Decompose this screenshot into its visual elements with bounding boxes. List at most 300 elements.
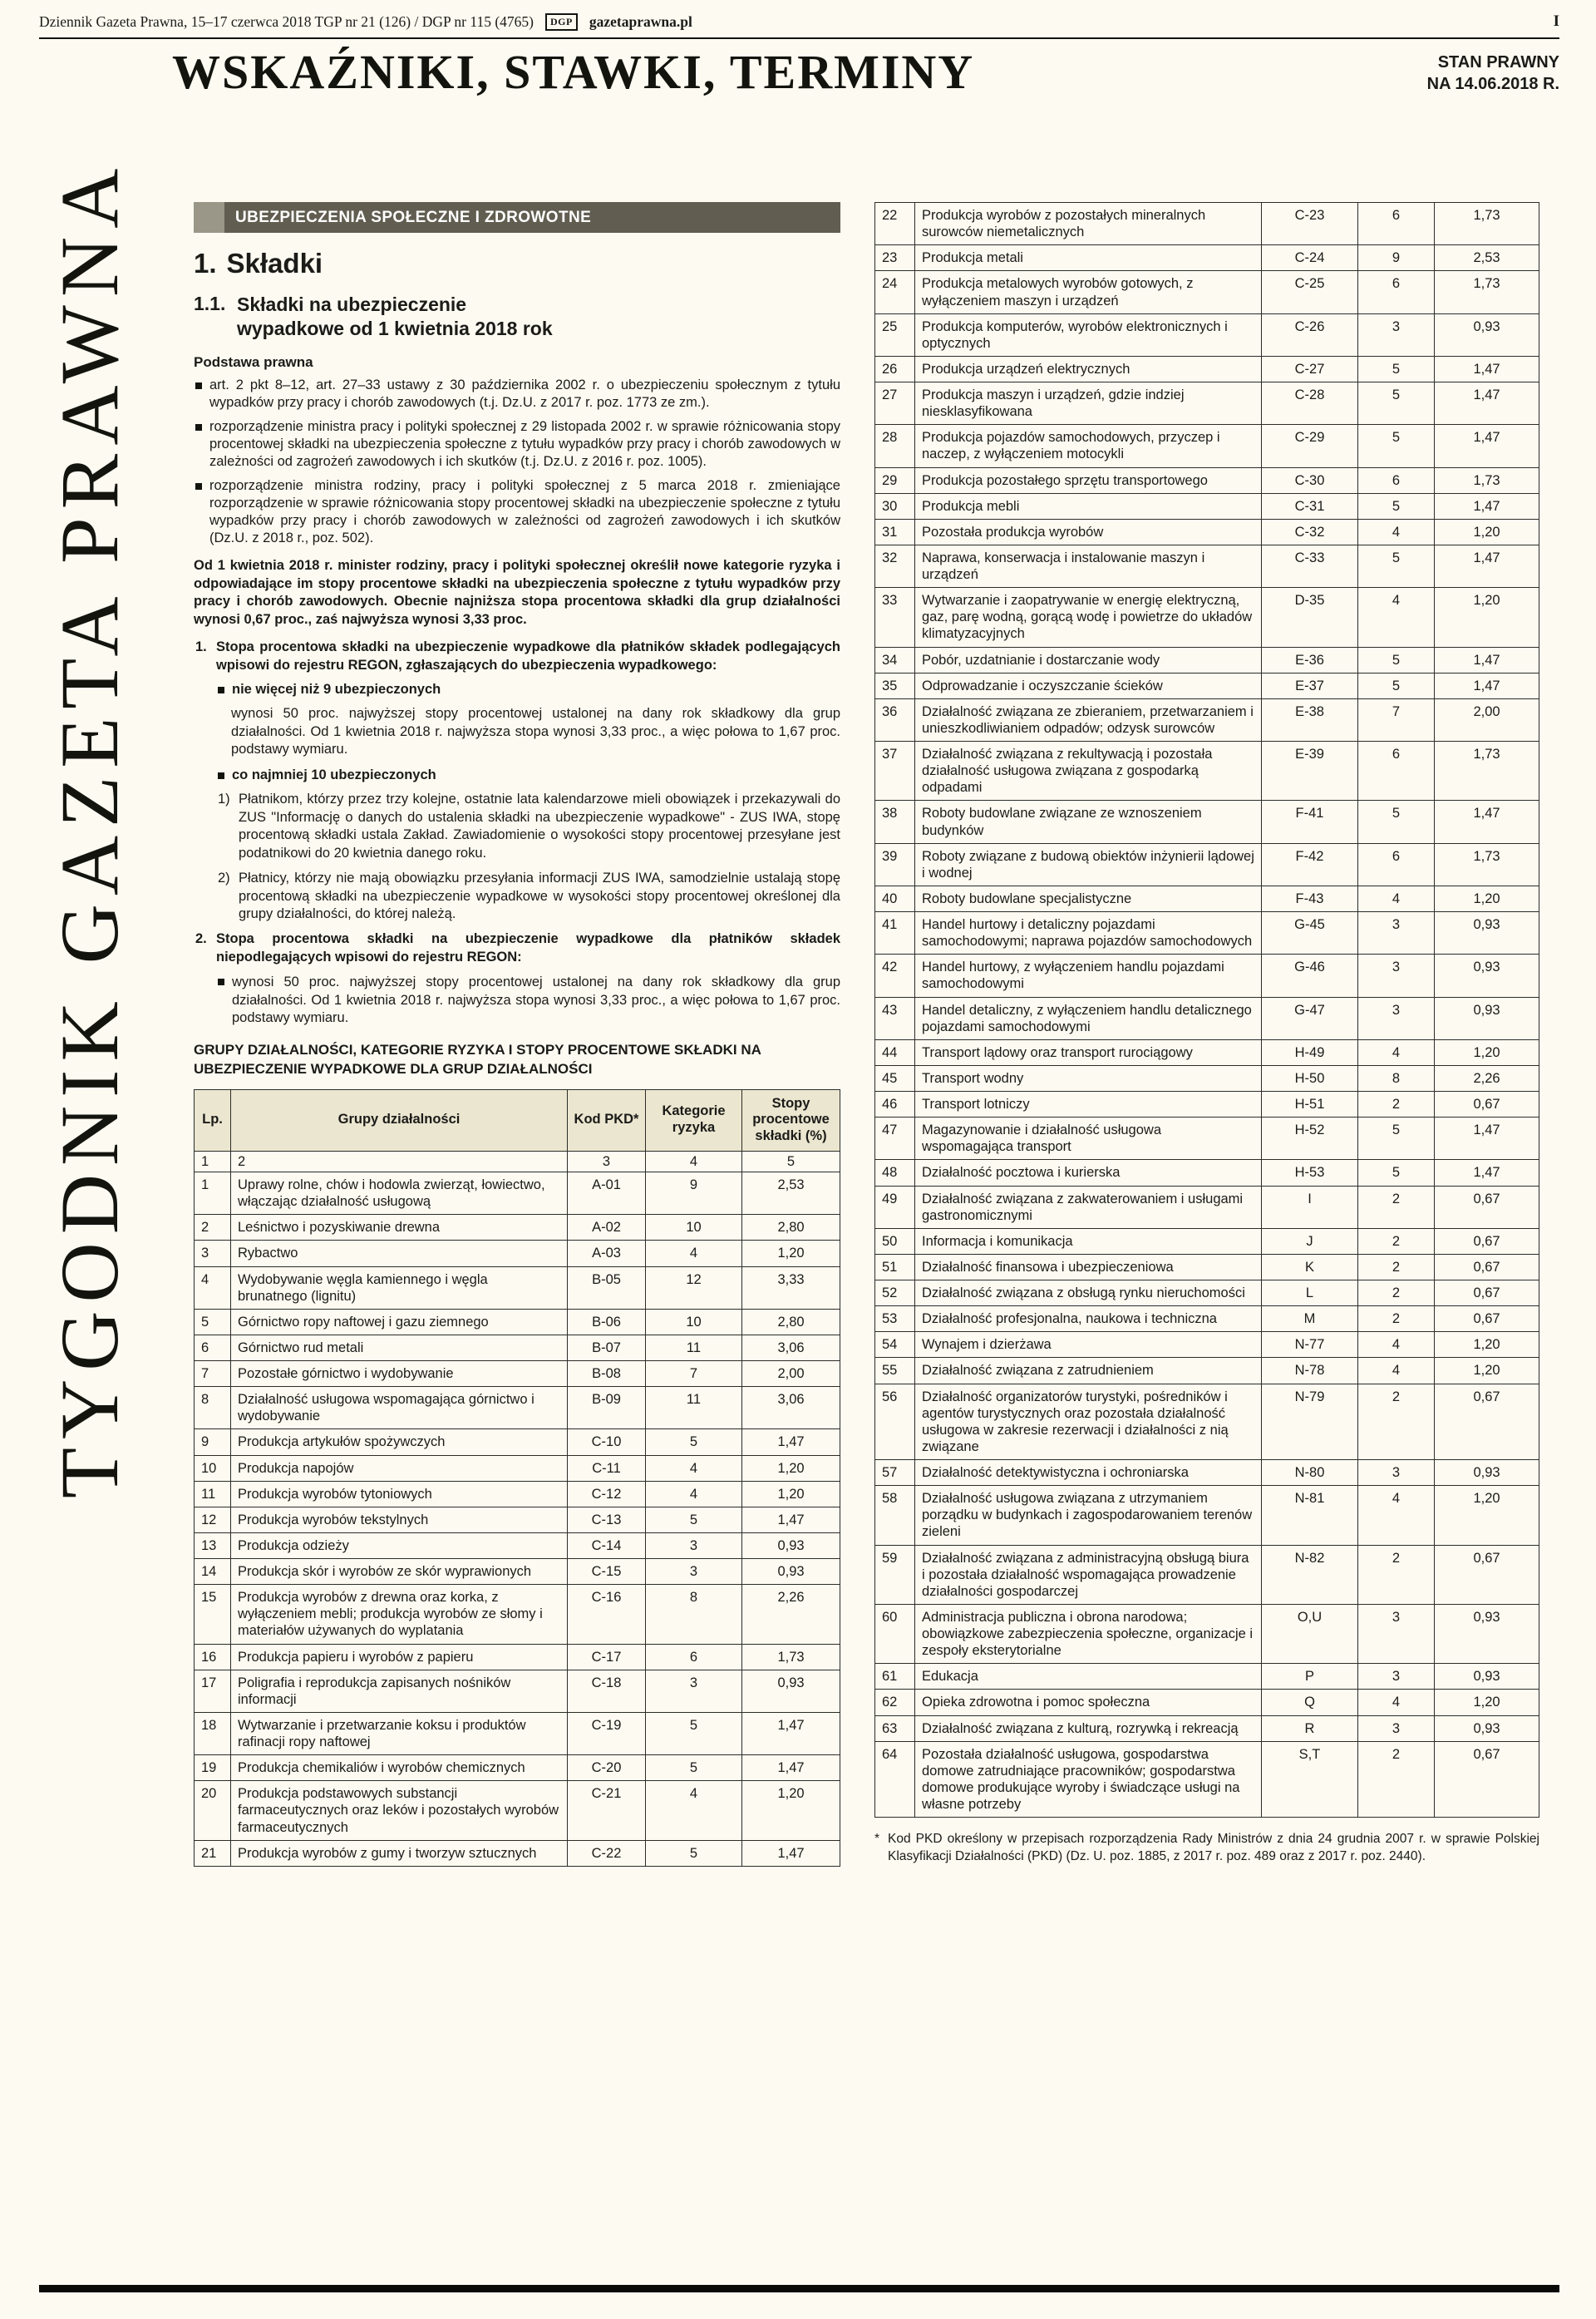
cell-code: C-22 bbox=[568, 1840, 646, 1866]
cell-risk: 4 bbox=[1358, 886, 1435, 911]
cell-group: Informacja i komunikacja bbox=[915, 1228, 1262, 1254]
cell-rate: 0,67 bbox=[1435, 1384, 1539, 1460]
point-2 bbox=[194, 930, 840, 966]
table-row bbox=[875, 698, 1539, 741]
cell-group: Produkcja metalowych wyrobów gotowych, z wyłączeniem maszyn i urządzeń bbox=[915, 271, 1262, 313]
cell-code: A-02 bbox=[568, 1215, 646, 1241]
column-number: 4 bbox=[646, 1151, 742, 1172]
cell-code: G-45 bbox=[1262, 912, 1358, 955]
page-number: I bbox=[1553, 12, 1559, 30]
cell-rate: 0,93 bbox=[1435, 912, 1539, 955]
cell-group: Rybactwo bbox=[231, 1241, 568, 1266]
cell-lp: 24 bbox=[875, 271, 915, 313]
cell-lp: 45 bbox=[875, 1065, 915, 1091]
cell-rate: 0,67 bbox=[1435, 1092, 1539, 1118]
cell-group: Pozostała działalność usługowa, gospodarstwa domowe zatrudniające pracowników; gospodarstwa domowe produkujące wyroby i świadczące usługi na własne potrzeby bbox=[915, 1741, 1262, 1818]
cell-group: Roboty budowlane specjalistyczne bbox=[915, 886, 1262, 911]
cell-lp: 49 bbox=[875, 1186, 915, 1228]
cell-risk: 4 bbox=[646, 1481, 742, 1507]
cell-lp: 46 bbox=[875, 1092, 915, 1118]
cell-rate: 1,20 bbox=[1435, 588, 1539, 647]
cell-lp: 51 bbox=[875, 1254, 915, 1280]
para-zus-iwa-2-number: 2) bbox=[218, 871, 230, 886]
cell-risk: 4 bbox=[1358, 1358, 1435, 1384]
cell-lp: 40 bbox=[875, 886, 915, 911]
cell-group: Działalność związana z obsługą rynku nieruchomości bbox=[915, 1280, 1262, 1306]
header-group: Grupy działalności bbox=[231, 1089, 568, 1151]
cell-rate: 0,93 bbox=[742, 1532, 840, 1558]
cell-risk: 5 bbox=[1358, 647, 1435, 673]
cell-code: C-25 bbox=[1262, 271, 1358, 313]
cell-rate: 0,93 bbox=[1435, 313, 1539, 356]
table-footnote bbox=[874, 1831, 1539, 1866]
table-row bbox=[875, 1358, 1539, 1384]
table-row bbox=[195, 1335, 840, 1360]
cell-group: Produkcja pojazdów samochodowych, przyczep i naczep, z wyłączeniem motocykli bbox=[915, 425, 1262, 467]
cell-group: Produkcja wyrobów z pozostałych mineralnych surowców niemetalicznych bbox=[915, 203, 1262, 245]
cell-lp: 11 bbox=[195, 1481, 231, 1507]
cell-code: E-39 bbox=[1262, 742, 1358, 801]
cell-rate: 1,47 bbox=[742, 1840, 840, 1866]
cell-risk: 4 bbox=[646, 1781, 742, 1840]
legal-basis-item bbox=[194, 477, 840, 547]
table-row bbox=[195, 1507, 840, 1532]
table-row bbox=[875, 245, 1539, 271]
cell-lp: 29 bbox=[875, 467, 915, 493]
cell-group: Transport wodny bbox=[915, 1065, 1262, 1091]
cell-group: Produkcja podstawowych substancji farmaceutycznych oraz leków i pozostałych wyrobów farmaceutycznych bbox=[231, 1781, 568, 1840]
table-row bbox=[875, 356, 1539, 382]
cell-group: Produkcja wyrobów z gumy i tworzyw sztucznych bbox=[231, 1840, 568, 1866]
cell-lp: 44 bbox=[875, 1039, 915, 1065]
cell-lp: 4 bbox=[195, 1266, 231, 1309]
bullet-many-insured bbox=[216, 767, 840, 783]
cell-code: O,U bbox=[1262, 1604, 1358, 1663]
cell-rate: 0,93 bbox=[1435, 1460, 1539, 1486]
column-number: 5 bbox=[742, 1151, 840, 1172]
cell-lp: 21 bbox=[195, 1840, 231, 1866]
table-row bbox=[875, 203, 1539, 245]
cell-code: A-03 bbox=[568, 1241, 646, 1266]
table-row bbox=[875, 1715, 1539, 1741]
cell-group: Działalność usługowa wspomagająca górnictwo i wydobywanie bbox=[231, 1387, 568, 1429]
square-bullet-icon bbox=[195, 382, 202, 389]
table-row bbox=[875, 1186, 1539, 1228]
cell-risk: 6 bbox=[1358, 843, 1435, 886]
cell-lp: 54 bbox=[875, 1332, 915, 1358]
heading-skladki-text: Składki bbox=[226, 248, 323, 279]
cell-group: Roboty związane z budową obiektów inżynierii lądowej i wodnej bbox=[915, 843, 1262, 886]
cell-risk: 6 bbox=[1358, 742, 1435, 801]
cell-code: C-12 bbox=[568, 1481, 646, 1507]
square-bullet-icon bbox=[218, 687, 224, 693]
cell-risk: 5 bbox=[1358, 1118, 1435, 1160]
cell-group: Magazynowanie i działalność usługowa wspomagająca transport bbox=[915, 1118, 1262, 1160]
cell-lp: 23 bbox=[875, 245, 915, 271]
table-row bbox=[875, 425, 1539, 467]
cell-code: Q bbox=[1262, 1690, 1358, 1715]
cell-rate: 0,67 bbox=[1435, 1254, 1539, 1280]
cell-risk: 2 bbox=[1358, 1254, 1435, 1280]
cell-risk: 3 bbox=[1358, 997, 1435, 1039]
cell-code: C-31 bbox=[1262, 493, 1358, 519]
cell-code: N-82 bbox=[1262, 1545, 1358, 1604]
cell-group: Produkcja wyrobów z drewna oraz korka, z wyłączeniem mebli; produkcja wyrobów ze słomy i materiałów używanych do wyplatania bbox=[231, 1585, 568, 1644]
cell-lp: 26 bbox=[875, 356, 915, 382]
cell-lp: 34 bbox=[875, 647, 915, 673]
cell-lp: 63 bbox=[875, 1715, 915, 1741]
table-row bbox=[195, 1840, 840, 1866]
cell-risk: 3 bbox=[646, 1532, 742, 1558]
cell-group: Działalność związana z zatrudnieniem bbox=[915, 1358, 1262, 1384]
cell-code: S,T bbox=[1262, 1741, 1358, 1818]
cell-risk: 3 bbox=[646, 1670, 742, 1712]
cell-rate: 2,53 bbox=[742, 1172, 840, 1215]
cell-lp: 58 bbox=[875, 1486, 915, 1545]
cell-rate: 2,26 bbox=[1435, 1065, 1539, 1091]
cell-code: N-79 bbox=[1262, 1384, 1358, 1460]
cell-risk: 4 bbox=[646, 1241, 742, 1266]
cell-rate: 1,73 bbox=[1435, 271, 1539, 313]
cell-lp: 55 bbox=[875, 1358, 915, 1384]
table-row bbox=[195, 1266, 840, 1309]
cell-code: N-78 bbox=[1262, 1358, 1358, 1384]
cell-group: Produkcja chemikaliów i wyrobów chemicznych bbox=[231, 1755, 568, 1781]
cell-code: C-20 bbox=[568, 1755, 646, 1781]
cell-risk: 5 bbox=[1358, 545, 1435, 587]
cell-rate: 1,47 bbox=[742, 1755, 840, 1781]
bullet-few-insured-text: nie więcej niż 9 ubezpieczonych bbox=[232, 682, 441, 698]
cell-group: Produkcja maszyn i urządzeń, gdzie indziej niesklasyfikowana bbox=[915, 382, 1262, 425]
cell-code: C-19 bbox=[568, 1712, 646, 1754]
cell-lp: 3 bbox=[195, 1241, 231, 1266]
square-bullet-icon bbox=[218, 979, 224, 985]
table-row bbox=[875, 843, 1539, 886]
cell-risk: 2 bbox=[1358, 1306, 1435, 1332]
cell-rate: 0,93 bbox=[742, 1670, 840, 1712]
table-row bbox=[875, 493, 1539, 519]
cell-risk: 5 bbox=[1358, 1160, 1435, 1186]
cell-lp: 20 bbox=[195, 1781, 231, 1840]
cell-code: D-35 bbox=[1262, 588, 1358, 647]
cell-rate: 0,93 bbox=[1435, 997, 1539, 1039]
cell-risk: 4 bbox=[1358, 1039, 1435, 1065]
cell-risk: 10 bbox=[646, 1215, 742, 1241]
cell-code: C-26 bbox=[1262, 313, 1358, 356]
point-2-bullet bbox=[216, 974, 840, 1027]
table-row bbox=[875, 801, 1539, 843]
cell-rate: 2,80 bbox=[742, 1309, 840, 1335]
cell-lp: 47 bbox=[875, 1118, 915, 1160]
cell-risk: 8 bbox=[1358, 1065, 1435, 1091]
heading-skladki bbox=[194, 248, 840, 279]
cell-code: H-52 bbox=[1262, 1118, 1358, 1160]
para-zus-iwa-2 bbox=[218, 870, 840, 923]
table-row bbox=[875, 955, 1539, 997]
cell-rate: 3,06 bbox=[742, 1335, 840, 1360]
cell-code: C-10 bbox=[568, 1429, 646, 1455]
cell-code: C-29 bbox=[1262, 425, 1358, 467]
cell-rate: 1,20 bbox=[742, 1781, 840, 1840]
table-row bbox=[195, 1644, 840, 1670]
cell-rate: 0,67 bbox=[1435, 1228, 1539, 1254]
para-few-insured: wynosi 50 proc. najwyższej stopy procentowej ustalonej na dany rok składkowy dla grup działalności. Od 1 kwietnia 2018 r. najwyższa stopa wynosi 3,33 proc., a więc połowa to 1,67 proc. podstawy wymiaru. bbox=[231, 706, 840, 757]
cell-group: Produkcja mebli bbox=[915, 493, 1262, 519]
cell-lp: 22 bbox=[875, 203, 915, 245]
point-2-text: Stopa procentowa składki na ubezpieczenie wypadkowe dla płatników składek niepodlegających wpisowi do rejestru REGON: bbox=[216, 931, 840, 965]
cell-group: Działalność związana z kulturą, rozrywką i rekreacją bbox=[915, 1715, 1262, 1741]
table-row bbox=[195, 1585, 840, 1644]
cell-group: Produkcja napojów bbox=[231, 1455, 568, 1481]
cell-risk: 6 bbox=[646, 1644, 742, 1670]
cell-rate: 0,67 bbox=[1435, 1306, 1539, 1332]
cell-group: Naprawa, konserwacja i instalowanie maszyn i urządzeń bbox=[915, 545, 1262, 587]
cell-lp: 14 bbox=[195, 1559, 231, 1585]
cell-rate: 1,47 bbox=[1435, 493, 1539, 519]
cell-risk: 5 bbox=[1358, 493, 1435, 519]
cell-rate: 1,20 bbox=[1435, 886, 1539, 911]
table-row bbox=[195, 1670, 840, 1712]
cell-rate: 1,47 bbox=[1435, 801, 1539, 843]
table-row bbox=[195, 1532, 840, 1558]
cell-risk: 2 bbox=[1358, 1384, 1435, 1460]
cell-rate: 0,93 bbox=[1435, 1604, 1539, 1663]
cell-group: Wynajem i dzierżawa bbox=[915, 1332, 1262, 1358]
masthead-site: gazetaprawna.pl bbox=[589, 12, 692, 30]
cell-rate: 1,73 bbox=[1435, 467, 1539, 493]
cell-code: R bbox=[1262, 1715, 1358, 1741]
cell-rate: 3,06 bbox=[742, 1387, 840, 1429]
cell-group: Produkcja wyrobów tytoniowych bbox=[231, 1481, 568, 1507]
cell-code: C-21 bbox=[568, 1781, 646, 1840]
cell-rate: 1,73 bbox=[742, 1644, 840, 1670]
cell-risk: 2 bbox=[1358, 1092, 1435, 1118]
heading-skladki-number: 1. bbox=[194, 248, 217, 279]
cell-code: H-51 bbox=[1262, 1092, 1358, 1118]
cell-lp: 43 bbox=[875, 997, 915, 1039]
cell-group: Działalność związana z rekultywacją i pozostała działalność usługowa związana z gospodarką odpadami bbox=[915, 742, 1262, 801]
cell-lp: 59 bbox=[875, 1545, 915, 1604]
table-header-row bbox=[195, 1089, 840, 1151]
cell-group: Produkcja odzieży bbox=[231, 1532, 568, 1558]
cell-lp: 56 bbox=[875, 1384, 915, 1460]
section-banner bbox=[194, 202, 840, 233]
masthead-issue-line: Dziennik Gazeta Prawna, 15–17 czerwca 2018 TGP nr 21 (126) / DGP nr 115 (4765) bbox=[39, 12, 534, 30]
para-zus-iwa-1-number: 1) bbox=[218, 792, 230, 807]
cell-group: Produkcja urządzeń elektrycznych bbox=[915, 356, 1262, 382]
square-bullet-icon bbox=[195, 483, 202, 490]
left-column bbox=[194, 202, 840, 1867]
table-row bbox=[875, 382, 1539, 425]
masthead-left bbox=[39, 13, 692, 31]
cell-group: Handel hurtowy i detaliczny pojazdami samochodowymi; naprawa pojazdów samochodowych bbox=[915, 912, 1262, 955]
cell-risk: 3 bbox=[1358, 1604, 1435, 1663]
point-1-text: Stopa procentowa składki na ubezpieczenie wypadkowe dla płatników składek podlegających wpisowi do rejestru REGON, zgłaszających do ubezpieczenia wypadkowego: bbox=[216, 639, 840, 673]
cell-code: N-80 bbox=[1262, 1460, 1358, 1486]
table-row bbox=[195, 1781, 840, 1840]
cell-code: E-38 bbox=[1262, 698, 1358, 741]
cell-rate: 1,73 bbox=[1435, 203, 1539, 245]
cell-lp: 12 bbox=[195, 1507, 231, 1532]
cell-lp: 6 bbox=[195, 1335, 231, 1360]
cell-risk: 4 bbox=[1358, 1690, 1435, 1715]
cell-code: C-23 bbox=[1262, 203, 1358, 245]
right-column bbox=[874, 202, 1539, 1866]
cell-group: Wydobywanie węgla kamiennego i węgla brunatnego (lignitu) bbox=[231, 1266, 568, 1309]
cell-risk: 2 bbox=[1358, 1186, 1435, 1228]
cell-code: M bbox=[1262, 1306, 1358, 1332]
cell-risk: 6 bbox=[1358, 271, 1435, 313]
cell-lp: 32 bbox=[875, 545, 915, 587]
table-row bbox=[875, 519, 1539, 545]
cell-rate: 0,93 bbox=[1435, 1664, 1539, 1690]
cell-lp: 35 bbox=[875, 673, 915, 698]
header-rate: Stopy procentowe składki (%) bbox=[742, 1089, 840, 1151]
cell-lp: 9 bbox=[195, 1429, 231, 1455]
cell-risk: 5 bbox=[1358, 801, 1435, 843]
legal-basis-item bbox=[194, 377, 840, 412]
table-row bbox=[875, 1092, 1539, 1118]
cell-group: Pozostałe górnictwo i wydobywanie bbox=[231, 1361, 568, 1387]
table-row bbox=[875, 588, 1539, 647]
cell-group: Produkcja pozostałego sprzętu transportowego bbox=[915, 467, 1262, 493]
cell-code: N-77 bbox=[1262, 1332, 1358, 1358]
cell-code: C-16 bbox=[568, 1585, 646, 1644]
cell-lp: 2 bbox=[195, 1215, 231, 1241]
cell-risk: 11 bbox=[646, 1387, 742, 1429]
table-row bbox=[875, 1065, 1539, 1091]
cell-rate: 2,00 bbox=[742, 1361, 840, 1387]
rates-table-part2 bbox=[874, 202, 1539, 1818]
cell-group: Roboty budowlane związane ze wznoszeniem budynków bbox=[915, 801, 1262, 843]
masthead-rule bbox=[39, 37, 1559, 39]
cell-group: Wytwarzanie i zaopatrywanie w energię elektryczną, gaz, parę wodną, gorącą wodę i powietrze do układów klimatyzacyjnych bbox=[915, 588, 1262, 647]
para-zus-iwa-1-text: Płatnikom, którzy przez trzy kolejne, ostatnie lata kalendarzowe mieli obowiązek i przekazywali do ZUS "Informację o danych do ustalenia składki na ubezpieczenie wypadkowe" - ZUS IWA, stopę procentową składki ustala Zakład. Zawiadomienie o wysokości stopy procentowej przesyłane jest podatnikowi do 20 kwietnia danego roku. bbox=[239, 792, 840, 861]
table-row bbox=[875, 1118, 1539, 1160]
cell-rate: 1,47 bbox=[1435, 673, 1539, 698]
table-row bbox=[195, 1361, 840, 1387]
cell-code: K bbox=[1262, 1254, 1358, 1280]
table-row bbox=[875, 1160, 1539, 1186]
cell-rate: 1,47 bbox=[1435, 425, 1539, 467]
cell-risk: 5 bbox=[646, 1429, 742, 1455]
table-row bbox=[195, 1172, 840, 1215]
section-banner-label: UBEZPIECZENIA SPOŁECZNE I ZDROWOTNE bbox=[224, 202, 840, 233]
column-number: 2 bbox=[231, 1151, 568, 1172]
cell-risk: 3 bbox=[1358, 912, 1435, 955]
cell-risk: 5 bbox=[1358, 425, 1435, 467]
cell-group: Działalność usługowa związana z utrzymaniem porządku w budynkach i zagospodarowaniem terenów zieleni bbox=[915, 1486, 1262, 1545]
table-row bbox=[875, 1460, 1539, 1486]
cell-group: Działalność detektywistyczna i ochroniarska bbox=[915, 1460, 1262, 1486]
cell-code: C-32 bbox=[1262, 519, 1358, 545]
cell-code: B-09 bbox=[568, 1387, 646, 1429]
cell-lp: 18 bbox=[195, 1712, 231, 1754]
cell-rate: 0,67 bbox=[1435, 1545, 1539, 1604]
cell-code: C-13 bbox=[568, 1507, 646, 1532]
legal-status bbox=[1427, 48, 1559, 95]
table-row bbox=[875, 545, 1539, 587]
cell-code: H-53 bbox=[1262, 1160, 1358, 1186]
cell-risk: 3 bbox=[1358, 313, 1435, 356]
para-zus-iwa-1 bbox=[218, 791, 840, 862]
cell-group: Produkcja metali bbox=[915, 245, 1262, 271]
cell-lp: 17 bbox=[195, 1670, 231, 1712]
table-row bbox=[875, 1545, 1539, 1604]
cell-code: E-37 bbox=[1262, 673, 1358, 698]
table-row bbox=[875, 1384, 1539, 1460]
cell-lp: 33 bbox=[875, 588, 915, 647]
cell-code: C-27 bbox=[1262, 356, 1358, 382]
cell-rate: 2,26 bbox=[742, 1585, 840, 1644]
cell-lp: 7 bbox=[195, 1361, 231, 1387]
cell-risk: 2 bbox=[1358, 1280, 1435, 1306]
cell-code: H-49 bbox=[1262, 1039, 1358, 1065]
cell-rate: 1,20 bbox=[742, 1455, 840, 1481]
cell-rate: 1,20 bbox=[742, 1241, 840, 1266]
cell-lp: 60 bbox=[875, 1604, 915, 1663]
cell-lp: 5 bbox=[195, 1309, 231, 1335]
cell-rate: 1,47 bbox=[742, 1507, 840, 1532]
table-row bbox=[875, 467, 1539, 493]
legal-status-line2: NA 14.06.2018 R. bbox=[1426, 75, 1559, 93]
cell-group: Odprowadzanie i oczyszczanie ścieków bbox=[915, 673, 1262, 698]
header-risk: Kategorie ryzyka bbox=[646, 1089, 742, 1151]
cell-risk: 5 bbox=[646, 1507, 742, 1532]
cell-rate: 0,93 bbox=[742, 1559, 840, 1585]
cell-risk: 10 bbox=[646, 1309, 742, 1335]
cell-group: Handel hurtowy, z wyłączeniem handlu pojazdami samochodowymi bbox=[915, 955, 1262, 997]
cell-code: C-28 bbox=[1262, 382, 1358, 425]
cell-code: G-47 bbox=[1262, 997, 1358, 1039]
cell-rate: 2,53 bbox=[1435, 245, 1539, 271]
header-code: Kod PKD* bbox=[568, 1089, 646, 1151]
heading-wypadkowe bbox=[194, 293, 840, 341]
cell-risk: 7 bbox=[1358, 698, 1435, 741]
cell-code: A-01 bbox=[568, 1172, 646, 1215]
cell-group: Działalność związana z administracyjną obsługą biura i pozostała działalność wspomagająca prowadzenie działalności gospodarczej bbox=[915, 1545, 1262, 1604]
table-row bbox=[875, 997, 1539, 1039]
cell-rate: 0,67 bbox=[1435, 1280, 1539, 1306]
bullet-many-insured-text: co najmniej 10 ubezpieczonych bbox=[232, 767, 436, 783]
rates-table-part1-body bbox=[195, 1172, 840, 1867]
table-row bbox=[195, 1215, 840, 1241]
cell-group: Pobór, uzdatnianie i dostarczanie wody bbox=[915, 647, 1262, 673]
cell-group: Produkcja wyrobów tekstylnych bbox=[231, 1507, 568, 1532]
table-row bbox=[195, 1455, 840, 1481]
square-bullet-icon bbox=[218, 772, 224, 779]
point-1-number: 1. bbox=[195, 639, 207, 655]
cell-risk: 3 bbox=[1358, 955, 1435, 997]
cell-risk: 2 bbox=[1358, 1545, 1435, 1604]
cell-group: Produkcja skór i wyrobów ze skór wyprawionych bbox=[231, 1559, 568, 1585]
cell-lp: 38 bbox=[875, 801, 915, 843]
cell-code: F-43 bbox=[1262, 886, 1358, 911]
footnote-text: Kod PKD określony w przepisach rozporządzenia Rady Ministrów z dnia 24 grudnia 2007 r. w sprawie Polskiej Klasyfikacji Działalności (PKD) (Dz. U. poz. 1885, z 2017 r. poz. 489 oraz z 2017 r. poz. 2440). bbox=[888, 1832, 1539, 1864]
cell-lp: 52 bbox=[875, 1280, 915, 1306]
legal-basis-item-text: rozporządzenie ministra pracy i polityki społecznej z 29 listopada 2002 r. w sprawie różnicowania stopy procentowej składki na ubezpieczenia społeczne z tytułu wypadków przy pracy i chorób zawodowych w zależności od zagrożeń zawodowych i ich skutków (t.j. Dz.U. z 2016 r. poz. 1005). bbox=[209, 418, 840, 469]
cell-group: Górnictwo ropy naftowej i gazu ziemnego bbox=[231, 1309, 568, 1335]
cell-risk: 11 bbox=[646, 1335, 742, 1360]
cell-code: L bbox=[1262, 1280, 1358, 1306]
cell-risk: 4 bbox=[646, 1455, 742, 1481]
table-row bbox=[195, 1481, 840, 1507]
rates-table-part1 bbox=[194, 1089, 840, 1867]
cell-rate: 1,47 bbox=[742, 1429, 840, 1455]
cell-rate: 1,20 bbox=[1435, 1332, 1539, 1358]
cell-risk: 3 bbox=[1358, 1460, 1435, 1486]
table-row bbox=[875, 313, 1539, 356]
